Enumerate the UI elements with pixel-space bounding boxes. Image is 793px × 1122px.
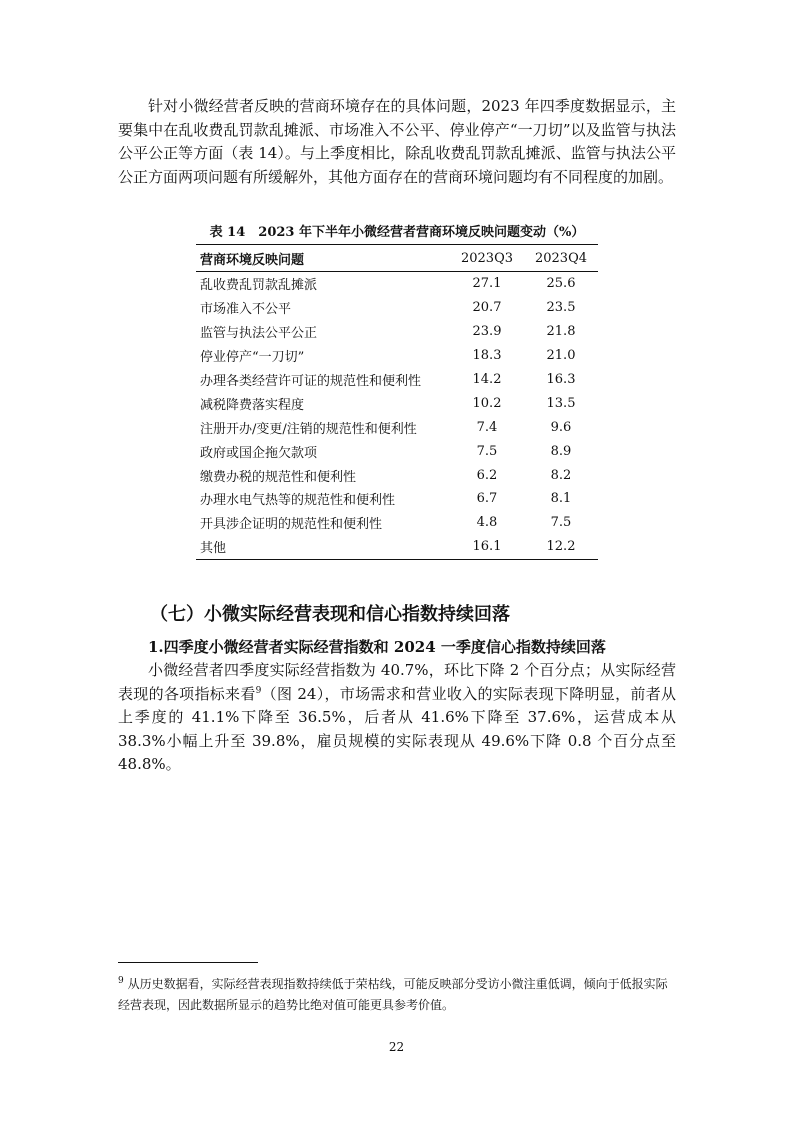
section-heading: （七）小微实际经营表现和信心指数持续回落 (150, 604, 510, 625)
table-row (196, 391, 598, 415)
table-row (196, 487, 598, 511)
table-row (196, 368, 598, 392)
row-q3: 4.8 (476, 515, 498, 531)
row-q3: 20.7 (472, 300, 502, 316)
row-q4: 13.5 (546, 395, 576, 411)
sub-heading: 1.四季度小微经营者实际经营指数和 2024 一季度信心指数持续回落 (148, 638, 606, 656)
row-q3: 23.9 (472, 324, 502, 340)
table-row (196, 344, 598, 368)
row-q3: 10.2 (472, 395, 502, 411)
table-row (196, 535, 598, 559)
row-q3: 16.1 (450, 535, 524, 559)
row-issue: 开具涉企证明的规范性和便利性 (200, 517, 383, 533)
row-issue: 办理水电气热等的规范性和便利性 (200, 493, 396, 509)
row-q4: 8.9 (550, 443, 572, 459)
row-q3: 27.1 (472, 276, 502, 292)
footnote-text: 从历史数据看，实际经营表现指数持续低于荣枯线，可能反映部分受访小微注重低调，倾向于低报实际经营表现，因此数据所显示的趋势比绝对值可能更具参考价值。 (118, 977, 668, 1012)
row-q3: 7.4 (476, 419, 498, 435)
row-issue: 停业停产“一刀切” (200, 350, 305, 366)
row-q3: 6.2 (476, 467, 498, 483)
row-q4: 9.6 (550, 419, 572, 435)
row-q4: 12.2 (524, 535, 598, 559)
row-q3: 6.7 (476, 491, 498, 507)
row-q4: 21.0 (546, 348, 576, 364)
row-issue: 市场准入不公平 (200, 302, 292, 318)
row-q3: 14.2 (472, 372, 502, 387)
table-caption: 表 14 2023 年下半年小微经营者营商环境反映问题变动（%） (209, 225, 585, 240)
footnote-divider (118, 962, 258, 963)
table-row (196, 511, 598, 535)
row-issue: 减税降费落实程度 (200, 397, 305, 413)
row-q3: 7.5 (476, 443, 498, 459)
header-issue: 营商环境反映问题 (196, 245, 450, 272)
row-q4: 7.5 (550, 515, 572, 531)
row-issue: 政府或国企拖欠款项 (200, 445, 318, 461)
table-row (196, 272, 598, 296)
table-row (196, 296, 598, 320)
row-issue: 乱收费乱罚款乱摊派 (200, 278, 318, 294)
row-issue: 缴费办税的规范性和便利性 (200, 469, 357, 485)
header-2023q4: 2023Q4 (524, 245, 598, 272)
header-2023q3: 2023Q3 (450, 245, 524, 272)
row-issue: 办理各类经营许可证的规范性和便利性 (200, 374, 422, 389)
row-q4: 21.8 (546, 324, 576, 340)
body-paragraph-part2: （图 24），市场需求和营业收入的实际表现下降明显，前者从上季度的 41.1%下降至 36.5%，后者从 41.6%下降至 37.6%，运营成本从 38.3%小幅上升至 39.8%，雇员规模的实际表现从 49.6%下降 0.8 个百分点至 48.8%。 (118, 684, 676, 773)
row-issue: 监管与执法公平公正 (200, 326, 318, 342)
table-header-row (196, 245, 598, 272)
row-q4: 25.6 (546, 276, 576, 292)
table-row (196, 415, 598, 439)
table-row (196, 320, 598, 344)
table-row (196, 439, 598, 463)
business-environment-table (196, 244, 598, 560)
footnote-marker: 9 (118, 976, 124, 986)
row-q4: 8.1 (550, 491, 572, 507)
table-row (196, 463, 598, 487)
page-number: 22 (388, 1040, 405, 1054)
row-issue: 注册开办/变更/注销的规范性和便利性 (200, 421, 417, 437)
body-paragraph-part1: 小微经营者四季度实际经营指数为 40.7%，环比下降 2 个百分点；从实际经营表现的各项指标来看 (118, 661, 676, 703)
row-q4: 23.5 (546, 300, 576, 316)
row-q4: 8.2 (550, 467, 572, 483)
row-q3: 18.3 (472, 348, 502, 364)
body-paragraph (118, 659, 676, 777)
row-q4: 16.3 (546, 372, 576, 387)
row-issue: 其他 (196, 535, 450, 559)
footnote-reference[interactable]: 9 (255, 685, 262, 696)
footnote (118, 974, 676, 1016)
intro-paragraph: 针对小微经营者反映的营商环境存在的具体问题，2023 年四季度数据显示，主要集中在乱收费乱罚款乱摊派、市场准入不公平、停业停产“一刀切”以及监管与执法公平公正等方面（表 14）。与上季度相比，除乱收费乱罚款乱摊派、监管与执法公平公正方面两项问题有所缓解外，其他方面存在的营商环境问题均有不同程度的加剧。 (118, 97, 676, 186)
